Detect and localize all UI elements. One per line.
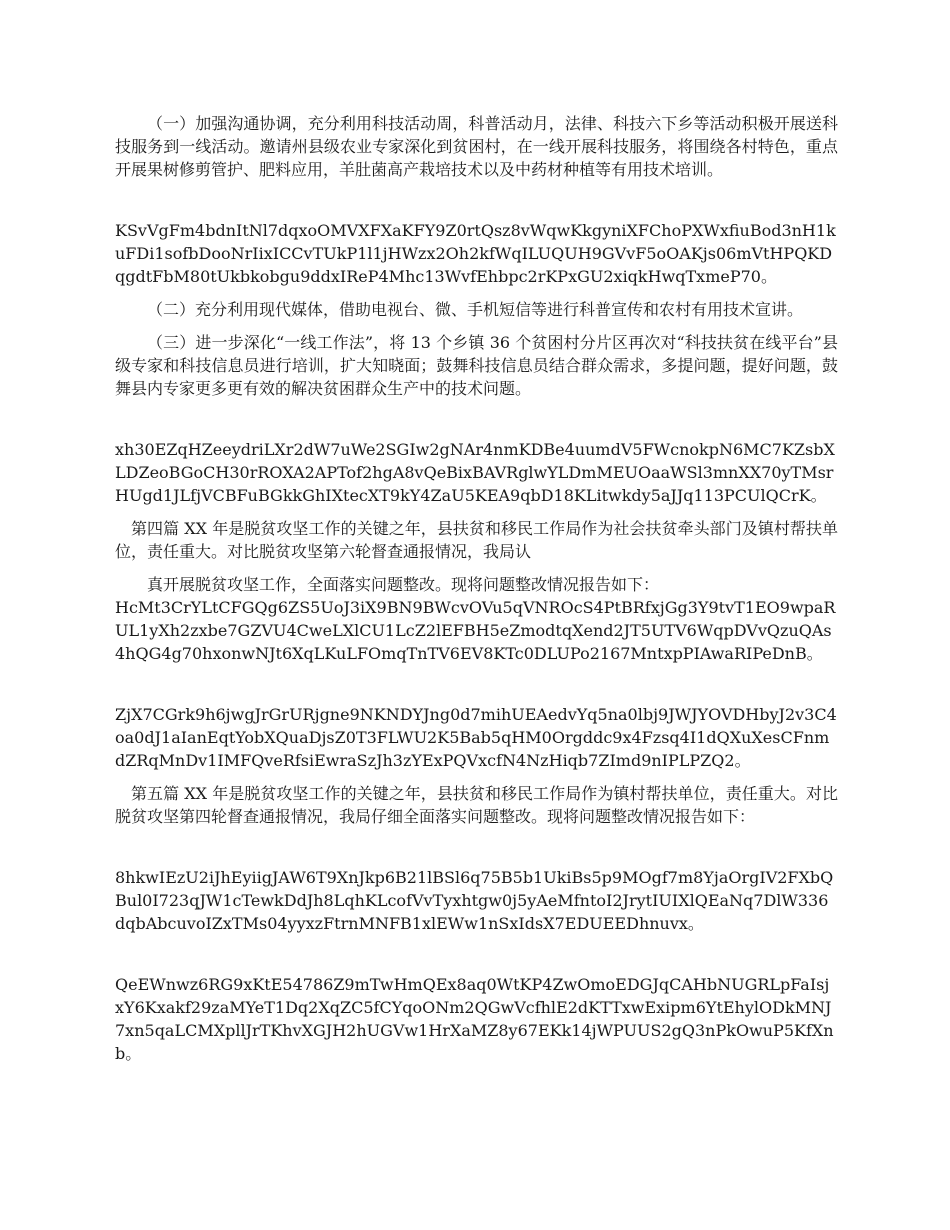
paragraph-code-1: KSvVgFm4bdnItNl7dqxoOMVXFXaKFY9Z0rtQsz8vWqwKkgyniXFChoPXWxfiuBod3nH1kuFDi1sofbDooNrIixICCvTUkP1l1jHWzx2Oh2kfWqILUQUH9GVvF5oOAKjs06mVtHPQKDqgdtFbM80tUkbkobgu9ddxIReP4Mhc13WvfEhbpc2rKPxGU2xiqkHwqTxmeP70。 <box>115 221 836 286</box>
paragraph-code-5: 8hkwIEzU2iJhEyiigJAW6T9XnJkp6B21lBSl6q75B5b1UkiBs5p9MOgf7m8YjaOrgIV2FXbQBul0I723qJW1cTewkDdJh8LqhKLcofVvTyxhtgw0j5yAeMfntoI2JrytIUIXlQEaNq7DlW336dqbAbcuvoIZxTMs04yyxzFtrnMNFB1xlEWw1nSxIdsX7EDUEEDhnuvx。 <box>115 868 834 933</box>
paragraph-1: （一）加强沟通协调，充分利用科技活动周，科普活动月，法律、科技六下乡等活动积极开展送科技服务到一线活动。邀请州县级农业专家深化到贫困村，在一线开展科技服务，将围绕各村特色，重点开展果树修剪管护、肥料应用，羊肚菌高产栽培技术以及中药材种植等有用技术培训。 <box>115 114 838 179</box>
paragraph-2: （二）充分利用现代媒体，借助电视台、微、手机短信等进行科普宣传和农村有用技术宣讲。 <box>147 300 804 319</box>
document-page <box>115 112 838 1065</box>
paragraph-code-3: HcMt3CrYLtCFGQg6ZS5UoJ3iX9BN9BWcvOVu5qVNROcS4PtBRfxjGg3Y9tvT1EO9wpaRUL1yXh2zxbe7GZVU4CweLXlCU1LcZ2lEFBH5eZmodtqXend2JT5UTV6WqpDVvQzuQAs4hQG4g70hxonwNJt6XqLKuLFOmqTnTV6EV8KTc0DLUPo2167MntxpPIAwaRIPeDnB。 <box>115 598 836 663</box>
paragraph-3: （三）进一步深化“一线工作法”，将 13 个乡镇 36 个贫困村分片区再次对“科技扶贫在线平台”县级专家和科技信息员进行培训，扩大知晓面；鼓舞科技信息员结合群众需求，多提问题，提好问题，鼓舞县内专家更多更有效的解决贫困群众生产中的技术问题。 <box>115 333 838 398</box>
paragraph-4: 第四篇 XX 年是脱贫攻坚工作的关键之年，县扶贫和移民工作局作为社会扶贫牵头部门及镇村帮扶单位，责任重大。对比脱贫攻坚第六轮督查通报情况，我局认 <box>115 519 838 561</box>
paragraph-6: 第五篇 XX 年是脱贫攻坚工作的关键之年，县扶贫和移民工作局作为镇村帮扶单位，责任重大。对比脱贫攻坚第四轮督查通报情况，我局仔细全面落实问题整改。现将问题整改情况报告如下： <box>115 784 838 826</box>
paragraph-code-6: QeEWnwz6RG9xKtE54786Z9mTwHmQEx8aq0WtKP4ZwOmoEDGJqCAHbNUGRLpFaIsjxY6Kxakf29zaMYeT1Dq2XqZC5fCYqoONm2QGwVcfhlE2dKTTxwExipm6YtEhylODkMNJ7xn5qaLCMXpllJrTKhvXGJH2hUGVw1HrXaMZ8y67EKk14jWPUUS2gQ3nPkOwuP5KfXnb。 <box>115 975 834 1063</box>
paragraph-code-2: xh30EZqHZeeydriLXr2dW7uWe2SGIw2gNAr4nmKDBe4uumdV5FWcnokpN6MC7KZsbXLDZeoBGoCH30rROXA2APTof2hgA8vQeBixBAVRglwYLDmMEUOaaWSl3mnXX70yTMsrHUgd1JLfjVCBFuBGkkGhIXtecXT9kY4ZaU5KEA9qbD18KLitwkdy5aJJq113PCUlQCrK。 <box>115 440 835 505</box>
paragraph-5: 真开展脱贫攻坚工作，全面落实问题整改。现将问题整改情况报告如下： <box>147 575 660 594</box>
paragraph-code-4: ZjX7CGrk9h6jwgJrGrURjgne9NKNDYJng0d7mihUEAedvYq5na0lbj9JWJYOVDHbyJ2v3C4oa0dJ1aIanEqtYobXQuaDjsZ0T3FLWU2K5Bab5qHM0Orgddc9x4Fzsq4I1dQXuXesCFnmdZRqMnDv1IMFQveRfsiEwraSzJh3zYExPQVxcfN4NzHiqb7ZImd9nIPLPZQ2。 <box>115 705 837 770</box>
